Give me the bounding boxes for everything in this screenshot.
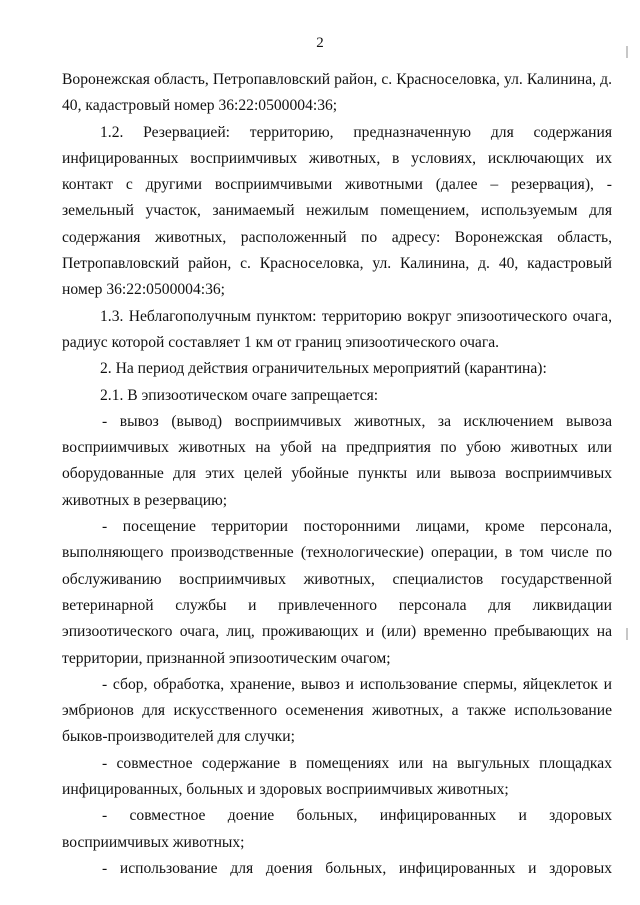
list-item-semen-collection: - сбор, обработка, хранение, вывоз и использование спермы, яйцеклеток и эмбрионов для искусственного осеменения животных, а также использование быков-производителей для случки; [62, 675, 612, 746]
quarantine-heading-paragraph: 2. На период действия ограничительных мероприятий (карантина): [100, 360, 547, 378]
scan-margin-mark [626, 628, 628, 640]
scan-margin-mark [626, 46, 628, 58]
reservation-definition-paragraph: 1.2. Резервацией: территорию, предназначенную для содержания инфицированных восприимчивых животных, в условиях, исключающих их контакт с другими восприимчивыми животными (далее – резервация), - земельный участок, занимаемый нежилым помещением, используемым для содержания животных, расположенный по адресу: Воронежская область, Петропавловский район, с. Красноселовка, ул. Калинина, д. 40, кадастровый номер 36:22:0500004:36; [62, 123, 612, 299]
list-item-visiting-territory: - посещение территории посторонними лицами, кроме персонала, выполняющего производственные (технологические) операции, в том числе по обслуживанию восприимчивых животных, специалистов государственной ветеринарной службы и привлеченного персонала для ликвидации эпизоотического очага, лиц, проживающих и (или) временно пребывающих на территории, признанной эпизоотическим очагом; [62, 518, 612, 667]
page-number: 2 [316, 35, 324, 51]
list-item-export-animals: - вывоз (вывод) восприимчивых животных, за исключением вывоза восприимчивых животных на убой на предприятия по убою животных или оборудованные для этих целей убойные пункты или вывоза восприимчивых животных в резервацию; [62, 412, 612, 509]
list-item-joint-keeping: - совместное содержание в помещениях или на выгульных площадках инфицированных, больных и здоровых восприимчивых животных; [62, 754, 612, 799]
unfavorable-point-paragraph: 1.3. Неблагополучным пунктом: территорию вокруг эпизоотического очага, радиус которой составляет 1 км от границ эпизоотического очага. [62, 307, 612, 351]
address-paragraph: Воронежская область, Петропавловский район, с. Красноселовка, ул. Калинина, д. 40, кадастровый номер 36:22:0500004:36; [62, 71, 612, 115]
document-body [62, 67, 612, 882]
list-item-milking-equipment: - использование для доения больных, инфицированных и здоровых [102, 859, 612, 877]
list-item-joint-milking: - совместное доение больных, инфицированных и здоровых восприимчивых животных; [62, 807, 612, 851]
prohibitions-heading-paragraph: 2.1. В эпизоотическом очаге запрещается: [100, 386, 379, 404]
